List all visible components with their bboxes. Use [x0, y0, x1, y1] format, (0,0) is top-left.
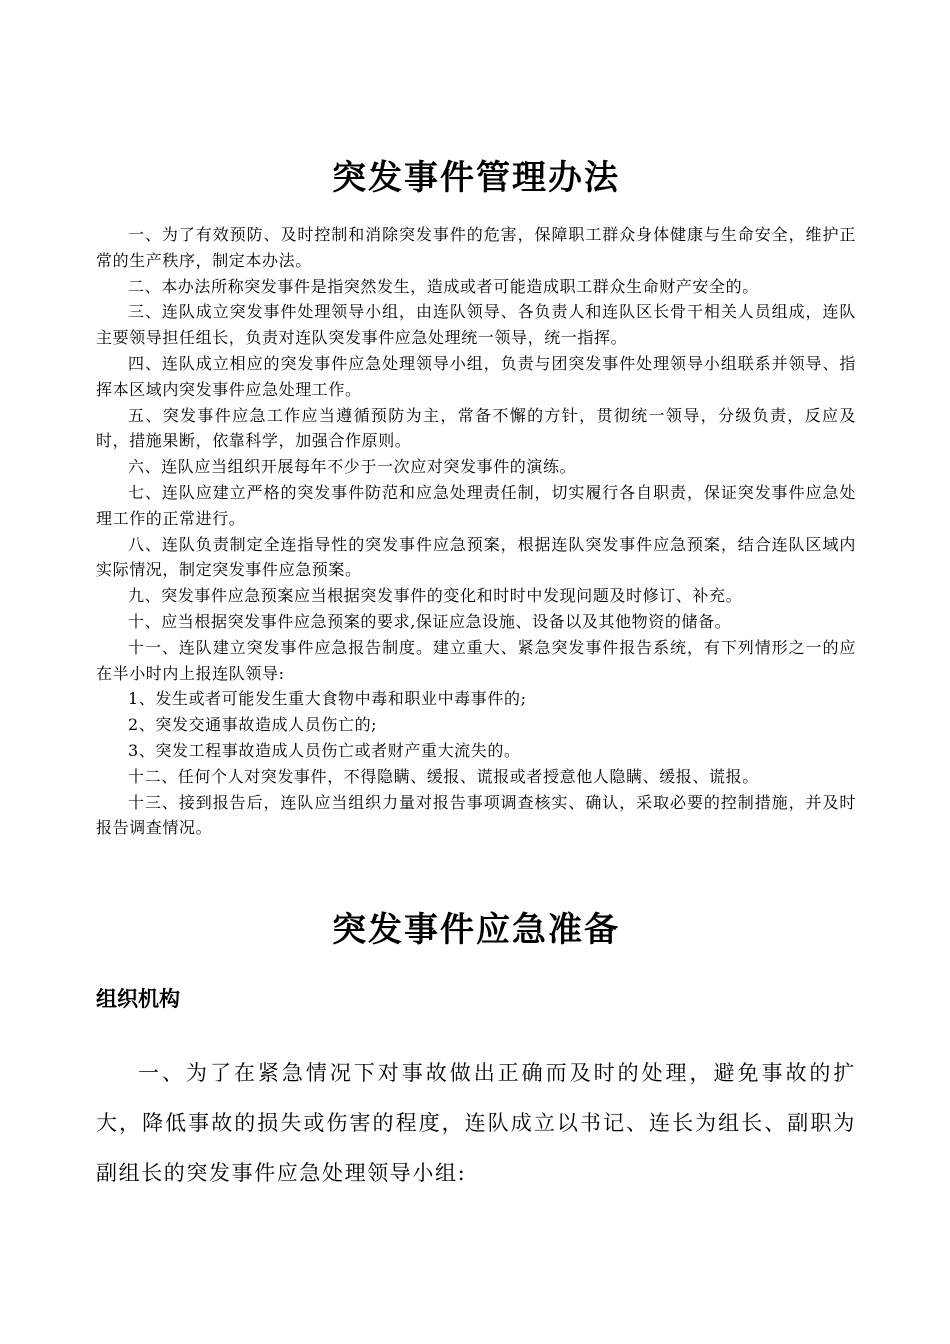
list-item: 1、发生或者可能发生重大食物中毒和职业中毒事件的; — [128, 689, 527, 709]
list-item: 3、突发工程事故造成人员伤亡或者财产重大流失的。 — [128, 740, 521, 760]
paragraph: 七、连队应建立严格的突发事件防范和应急处理责任制，切实履行各自职责，保证突发事件应急处理工作的正常进行。 — [96, 482, 856, 528]
paragraph: 十一、连队建立突发事件应急报告制度。建立重大、紧急突发事件报告系统，有下列情形之一的应在半小时内上报连队领导: — [96, 637, 856, 683]
organization-section — [96, 1048, 856, 1198]
paragraph: 一、为了在紧急情况下对事故做出正确而及时的处理，避免事故的扩大，降低事故的损失或伤害的程度，连队成立以书记、连长为组长、副职为副组长的突发事件应急处理领导小组: — [96, 1061, 856, 1185]
paragraph: 五、突发事件应急工作应当遵循预防为主，常备不懈的方针，贯彻统一领导，分级负责，反应及时，措施果断，依靠科学，加强合作原则。 — [96, 405, 856, 451]
management-rules-section — [96, 222, 856, 841]
paragraph: 六、连队应当组织开展每年不少于一次应对突发事件的演练。 — [128, 457, 577, 477]
paragraph: 三、连队成立突发事件处理领导小组，由连队领导、各负责人和连队区长骨干相关人员组成，连队主要领导担任组长，负责对连队突发事件应急处理统一领导，统一指挥。 — [96, 302, 856, 348]
paragraph: 二、本办法所称突发事件是指突然发生，造成或者可能造成职工群众生命财产安全的。 — [128, 276, 759, 296]
paragraph: 十三、接到报告后，连队应当组织力量对报告事项调查核实、确认，采取必要的控制措施，并及时报告调查情况。 — [96, 792, 856, 838]
section-title: 突发事件应急准备 — [332, 910, 620, 950]
paragraph: 四、连队成立相应的突发事件应急处理领导小组，负责与团突发事件处理领导小组联系并领导、指挥本区域内突发事件应急处理工作。 — [96, 353, 856, 399]
paragraph: 十、应当根据突发事件应急预案的要求,保证应急设施、设备以及其他物资的储备。 — [128, 611, 732, 631]
paragraph: 九、突发事件应急预案应当根据突发事件的变化和时时中发现问题及时修订、补充。 — [128, 586, 743, 606]
document-title: 突发事件管理办法 — [332, 158, 620, 198]
paragraph: 一、为了有效预防、及时控制和消除突发事件的危害，保障职工群众身体健康与生命安全，维护正常的生产秩序，制定本办法。 — [96, 225, 856, 270]
paragraph: 十二、任何个人对突发事件，不得隐瞒、缓报、谎报或者授意他人隐瞒、缓报、谎报。 — [128, 766, 759, 786]
subsection-heading: 组织机构 — [96, 987, 180, 1011]
paragraph: 八、连队负责制定全连指导性的突发事件应急预案，根据连队突发事件应急预案，结合连队区域内实际情况，制定突发事件应急预案。 — [96, 534, 856, 580]
list-item: 2、突发交通事故造成人员伤亡的; — [128, 715, 378, 735]
